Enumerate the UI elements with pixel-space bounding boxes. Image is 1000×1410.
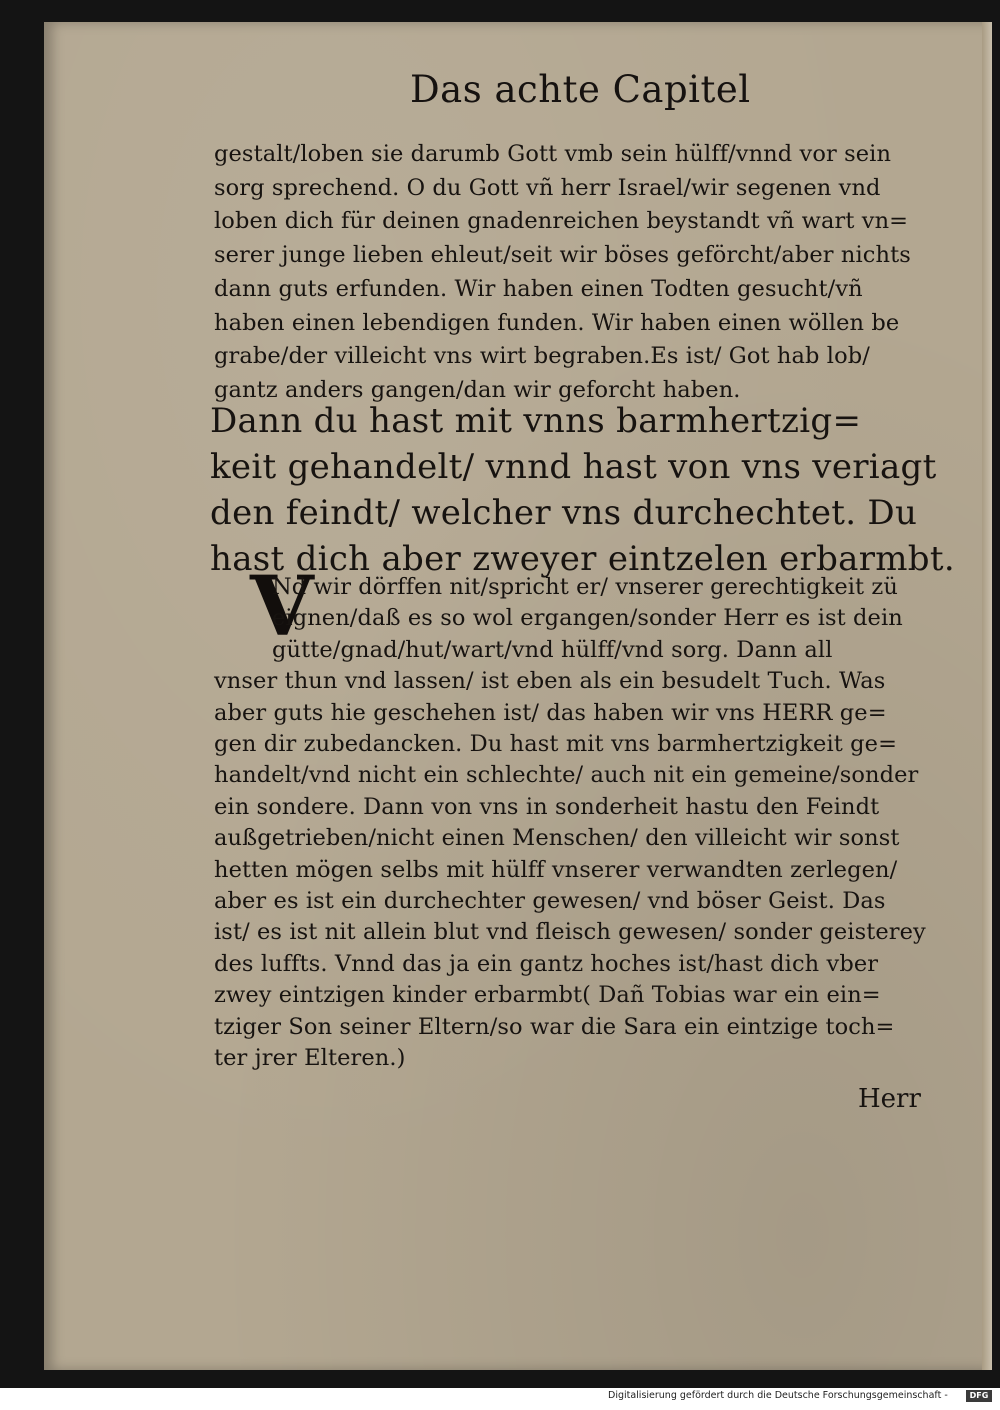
paragraph-1 <box>214 138 914 408</box>
text-line: gestalt/loben sie darumb Gott vmb sein hülff/vnnd vor sein <box>214 141 892 167</box>
text-line: sorg sprechend. O du Gott vñ herr Israel/wir segenen vnd <box>214 174 881 201</box>
text-line: serer junge lieben ehleut/seit wir böses geförcht/aber nichts <box>214 242 911 269</box>
verse-line: keit gehandelt/ vnnd hast von vns veriagt <box>210 447 937 487</box>
text-line: gantz anders gangen/dan wir geforcht haben. <box>214 376 741 403</box>
text-line: ter jrer Elteren.) <box>214 1045 406 1072</box>
text-line: handelt/vnd nicht ein schlechte/ auch nit ein gemeine/sonder <box>214 762 919 789</box>
verse-line: hast dich aber zweyer eintzelen erbarmbt. <box>210 539 955 579</box>
verse-line: Dann du hast mit vnns barmhertzig= <box>210 401 862 441</box>
dfg-logo: DFG <box>966 1390 992 1402</box>
drop-cap: V <box>250 559 314 655</box>
text-line: dann guts erfunden. Wir haben einen Todten gesucht/vñ <box>214 275 863 302</box>
text-line: grabe/der villeicht vns wirt begraben.Es ist/ Got hab lob/ <box>214 343 870 370</box>
text-line: Nd wir dörffen nit/spricht er/ vnserer gerechtigkeit zü <box>272 574 898 600</box>
text-line: hetten mögen selbs mit hülff vnserer verwandten zerlegen/ <box>214 856 898 883</box>
text-line: gütte/gnad/hut/wart/vnd hülff/vnd sorg. Dann all <box>272 636 833 663</box>
text-line: aber guts hie geschehen ist/ das haben wir vns HERR ge= <box>214 699 887 726</box>
bible-verse <box>210 398 955 582</box>
text-line: loben dich für deinen gnadenreichen beystandt vñ wart vn= <box>214 208 909 235</box>
text-line: tziger Son seiner Eltern/so war die Sara ein eintzige toch= <box>214 1013 895 1040</box>
running-head: Das achte Capitel <box>410 68 751 111</box>
text-line: haben einen lebendigen funden. Wir haben einen wöllen be <box>214 309 900 336</box>
text-line: vnser thun vnd lassen/ ist eben als ein besudelt Tuch. Was <box>214 668 886 695</box>
page-edge <box>982 22 992 1370</box>
text-line: gen dir zubedancken. Du hast mit vns barmhertzigkeit ge= <box>214 731 898 758</box>
text-line: ein sondere. Dann von vns in sonderheit hastu den Feindt <box>214 793 880 820</box>
text-line: außgetrieben/nicht einen Menschen/ den villeicht wir sonst <box>214 825 900 852</box>
funding-footer: Digitalisierung gefördert durch die Deutsche Forschungsgemeinschaft - <box>608 1390 948 1401</box>
verse-line: den feindt/ welcher vns durchechtet. Du <box>210 493 918 533</box>
text-line: ist/ es ist nit allein blut vnd fleisch gewesen/ sonder geisterey <box>214 919 926 946</box>
text-line: eignen/daß es so wol ergangen/sonder Herr es ist dein <box>272 605 903 632</box>
text-line: des luffts. Vnnd das ja ein gantz hoches ist/hast dich vber <box>214 950 879 977</box>
catchword: Herr <box>858 1084 921 1114</box>
text-line: zwey eintzigen kinder erbarmbt( Dañ Tobias war ein ein= <box>214 982 881 1009</box>
paragraph-2 <box>214 572 926 1075</box>
text-line: aber es ist ein durchechter gewesen/ vnd böser Geist. Das <box>214 888 886 915</box>
